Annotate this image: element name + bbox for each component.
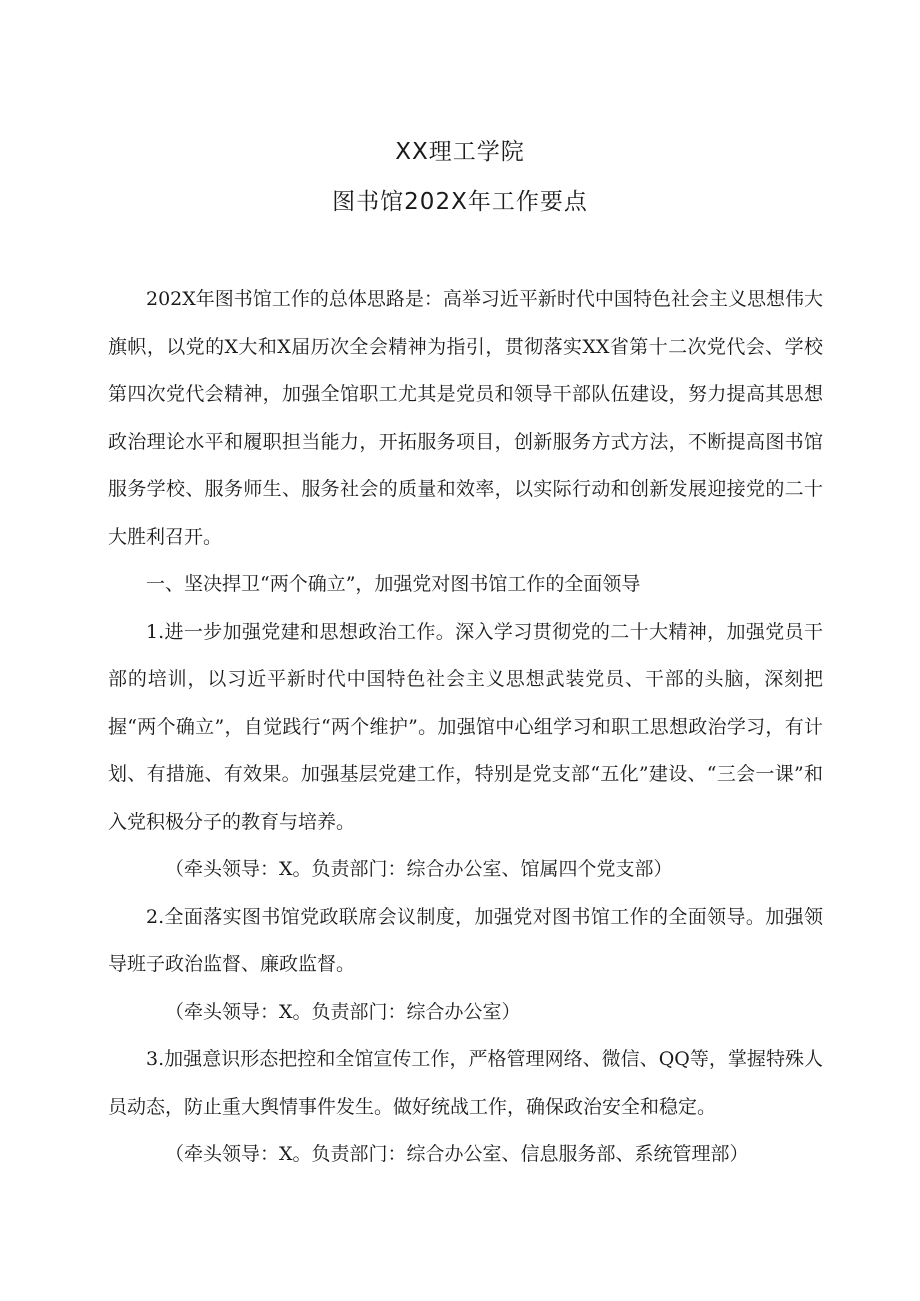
- item-1-paragraph: 1.进一步加强党建和思想政治工作。深入学习贯彻党的二十大精神，加强党员干部的培训，以习近平新时代中国特色社会主义思想武装党员、干部的头脑，深刻把握“两个确立”，自觉践行“两个维护”。加强馆中心组学习和职工思想政治学习，有计划、有措施、有效果。加强基层党建工作，特别是党支部“五化”建设、“三会一课”和入党积极分子的教育与培养。: [108, 620, 823, 833]
- overview-paragraph: 202X年图书馆工作的总体思路是：高举习近平新时代中国特色社会主义思想伟大旗帜，以党的X大和X届历次全会精神为指引，贯彻落实XX省第十二次党代会、学校第四次党代会精神，加强全馆职工尤其是党员和领导干部队伍建设，努力提高其思想政治理论水平和履职担当能力，开拓服务项目，创新服务方式方法，不断提高图书馆服务学校、服务师生、服务社会的质量和效率，以实际行动和创新发展迎接党的二十大胜利召开。: [108, 288, 823, 548]
- document-body: [108, 276, 823, 1179]
- document-title-institution: XX理工学院: [395, 139, 525, 165]
- item-2-responsibility: （牵头领导：X。负责部门：综合办公室）: [165, 1000, 521, 1023]
- item-1-responsibility: （牵头领导：X。负责部门：综合办公室、馆属四个党支部）: [165, 858, 673, 880]
- item-2-paragraph: 2.全面落实图书馆党政联席会议制度，加强党对图书馆工作的全面领导。加强领导班子政治监督、廉政监督。: [108, 905, 823, 975]
- document-title: 图书馆202X年工作要点: [332, 189, 588, 215]
- item-3-responsibility: （牵头领导：X。负责部门：综合办公室、信息服务部、系统管理部）: [165, 1143, 749, 1165]
- section-heading-1: 一、坚决捍卫“两个确立”，加强党对图书馆工作的全面领导: [146, 573, 641, 595]
- item-3-paragraph: 3.加强意识形态把控和全馆宣传工作，严格管理网络、微信、QQ等，掌握特殊人员动态，防止重大舆情事件发生。做好统战工作，确保政治安全和稳定。: [108, 1048, 823, 1118]
